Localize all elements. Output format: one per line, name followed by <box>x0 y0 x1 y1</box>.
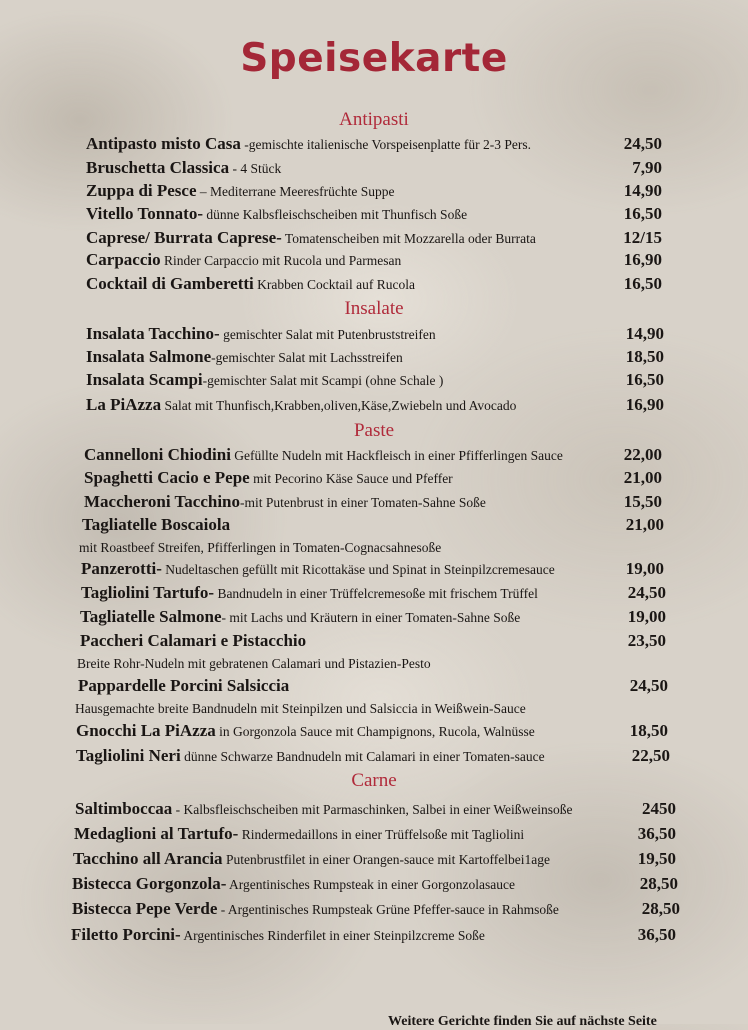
section-heading-antipasti: Antipasti <box>339 109 409 130</box>
dish-name: Bistecca Gorgonzola- <box>72 874 227 893</box>
dish-description-line: Hausgemachte breite Bandnudeln mit Steinpilzen und Salsiccia in Weißwein-Sauce <box>75 701 526 716</box>
dish-description: dünne Schwarze Bandnudeln mit Calamari in einer Tomaten-sauce <box>180 749 545 764</box>
dish-description: Salat mit Thunfisch,Krabben,oliven,Käse,Zwiebeln und Avocado <box>161 398 517 413</box>
dish-description: Argentinisches Rumpsteak in einer Gorgonzolasauce <box>226 877 515 892</box>
dish-name: Paccheri Calamari e Pistacchio <box>80 631 307 650</box>
menu-item <box>80 630 306 652</box>
menu-item <box>76 720 535 742</box>
dish-price: 14,90 <box>625 324 664 343</box>
menu-item <box>72 873 515 895</box>
dish-name: Cocktail di Gamberetti <box>86 274 254 293</box>
dish-description: Rindermedaillons in einer Trüffelsoße mit Tagliolini <box>238 827 525 842</box>
menu-item <box>86 394 516 416</box>
dish-name: Tacchino all Arancia <box>73 849 223 868</box>
dish-price: 18,50 <box>629 721 668 740</box>
menu-item <box>84 444 563 466</box>
dish-price: 19,00 <box>625 559 664 578</box>
menu-item <box>86 323 436 345</box>
dish-name: Caprese/ Burrata Caprese- <box>86 228 282 247</box>
dish-name: Antipasto misto Casa <box>86 134 241 153</box>
menu-item <box>86 369 443 391</box>
section-heading-insalate: Insalate <box>344 298 404 319</box>
menu-item <box>72 898 559 920</box>
dish-price: 28,50 <box>639 874 678 893</box>
menu-item <box>86 227 536 249</box>
dish-price: 12/15 <box>623 228 662 247</box>
dish-name: Zuppa di Pesce <box>86 181 197 200</box>
dish-name: Tagliolini Tartufo- <box>81 583 215 602</box>
dish-price: 16,50 <box>625 370 664 389</box>
dish-name: Insalata Salmone <box>86 347 212 366</box>
dish-price: 16,50 <box>623 204 662 223</box>
section-heading-paste: Paste <box>353 420 395 441</box>
menu-item <box>86 133 531 155</box>
menu-item <box>86 157 281 179</box>
dish-description-line: mit Roastbeef Streifen, Pfifferlingen in Tomaten-Cognacsahnesoße <box>79 540 442 555</box>
dish-description: -mit Putenbrust in einer Tomaten-Sahne Soße <box>240 495 486 510</box>
dish-price: 28,50 <box>641 899 680 918</box>
dish-description: Argentinisches Rinderfilet in einer Steinpilzcreme Soße <box>180 928 485 943</box>
menu-item <box>82 514 230 536</box>
dish-name: Tagliolini Neri <box>76 746 181 765</box>
dish-description: -gemischte italienische Vorspeisenplatte für 2-3 Pers. <box>240 137 531 152</box>
dish-description: dünne Kalbsfleischscheiben mit Thunfisch Soße <box>202 207 468 222</box>
dish-description: -gemischter Salat mit Lachsstreifen <box>211 350 403 365</box>
dish-description: Gefüllte Nudeln mit Hackfleisch in einer Pfifferlingen Sauce <box>230 448 563 463</box>
menu-item <box>76 745 545 767</box>
dish-description: gemischter Salat mit Putenbruststreifen <box>219 327 436 342</box>
dish-name: Tagliatelle Salmone <box>80 607 222 626</box>
dish-description: - mit Lachs und Kräutern in einer Tomaten-Sahne Soße <box>221 610 521 625</box>
dish-price: 2450 <box>642 799 676 818</box>
menu-item <box>81 582 538 604</box>
dish-description: Rinder Carpaccio mit Rucola und Parmesan <box>160 253 402 268</box>
menu-item <box>86 203 467 225</box>
dish-name: Bruschetta Classica <box>86 158 230 177</box>
dish-name: Gnocchi La PiAzza <box>76 721 216 740</box>
dish-description: - 4 Stück <box>229 161 282 176</box>
dish-name: Vitello Tonnato- <box>86 204 203 223</box>
menu-item <box>86 273 415 295</box>
menu-item <box>78 675 289 697</box>
menu-item <box>84 467 453 489</box>
dish-price: 16,90 <box>623 250 662 269</box>
dish-price: 18,50 <box>625 347 664 366</box>
dish-description: Bandnudeln in einer Trüffelcremesoße mit frischem Trüffel <box>214 586 538 601</box>
section-heading-carne: Carne <box>351 770 397 791</box>
dish-name: Saltimboccaa <box>75 799 173 818</box>
dish-description: Tomatenscheiben mit Mozzarella oder Burrata <box>281 231 536 246</box>
dish-price: 16,50 <box>623 274 662 293</box>
menu-item <box>71 924 485 946</box>
menu-item <box>75 798 572 820</box>
dish-description: mit Pecorino Käse Sauce und Pfeffer <box>249 471 453 486</box>
dish-name: Panzerotti- <box>81 559 162 578</box>
dish-price: 23,50 <box>627 631 666 650</box>
dish-price: 24,50 <box>629 676 668 695</box>
dish-price: 24,50 <box>627 583 666 602</box>
menu-item <box>73 848 550 870</box>
menu-item <box>80 606 520 628</box>
footer-note: Weitere Gerichte finden Sie auf nächste Seite <box>388 1014 657 1029</box>
dish-description: Krabben Cocktail auf Rucola <box>253 277 415 292</box>
dish-name: Bistecca Pepe Verde <box>72 899 218 918</box>
dish-name: Medaglioni al Tartufo- <box>74 824 239 843</box>
dish-name: Spaghetti Cacio e Pepe <box>84 468 250 487</box>
dish-price: 7,90 <box>632 158 662 177</box>
dish-name: Insalata Tacchino- <box>86 324 220 343</box>
menu-item <box>86 346 403 368</box>
dish-price: 16,90 <box>625 395 664 414</box>
dish-description: -gemischter Salat mit Scampi (ohne Schale ) <box>202 373 444 388</box>
menu-item <box>74 823 524 845</box>
dish-description: – Mediterrane Meeresfrüchte Suppe <box>196 184 395 199</box>
dish-description: - Argentinisches Rumpsteak Grüne Pfeffer-sauce in Rahmsoße <box>217 902 559 917</box>
dish-name: La PiAzza <box>86 395 162 414</box>
dish-name: Filetto Porcini- <box>71 925 181 944</box>
dish-price: 22,50 <box>631 746 670 765</box>
dish-name: Maccheroni Tacchino <box>84 492 240 511</box>
dish-description-line: Breite Rohr-Nudeln mit gebratenen Calamari und Pistazien-Pesto <box>77 656 431 671</box>
menu-title: Speisekarte <box>240 36 508 81</box>
dish-name: Insalata Scampi <box>86 370 203 389</box>
dish-price: 21,00 <box>623 468 662 487</box>
dish-name: Carpaccio <box>86 250 161 269</box>
dish-price: 14,90 <box>623 181 662 200</box>
dish-price: 15,50 <box>623 492 662 511</box>
dish-description: Putenbrustfilet in einer Orangen-sauce mit Kartoffelbei1age <box>222 852 550 867</box>
dish-price: 24,50 <box>623 134 662 153</box>
dish-price: 22,00 <box>623 445 662 464</box>
menu-item <box>84 491 486 513</box>
dish-description: - Kalbsfleischscheiben mit Parmaschinken, Salbei in einer Weißweinsoße <box>172 802 573 817</box>
dish-price: 36,50 <box>637 824 676 843</box>
menu-item <box>81 558 555 580</box>
dish-price: 36,50 <box>637 925 676 944</box>
menu-item <box>86 180 394 202</box>
dish-name: Cannelloni Chiodini <box>84 445 231 464</box>
dish-price: 21,00 <box>625 515 664 534</box>
menu-item <box>86 249 401 271</box>
dish-description: Nudeltaschen gefüllt mit Ricottakäse und Spinat in Steinpilzcremesauce <box>161 562 555 577</box>
dish-name: Tagliatelle Boscaiola <box>82 515 231 534</box>
dish-description: in Gorgonzola Sauce mit Champignons, Rucola, Walnüsse <box>215 724 535 739</box>
dish-name: Pappardelle Porcini Salsiccia <box>78 676 290 695</box>
dish-price: 19,00 <box>627 607 666 626</box>
dish-price: 19,50 <box>637 849 676 868</box>
